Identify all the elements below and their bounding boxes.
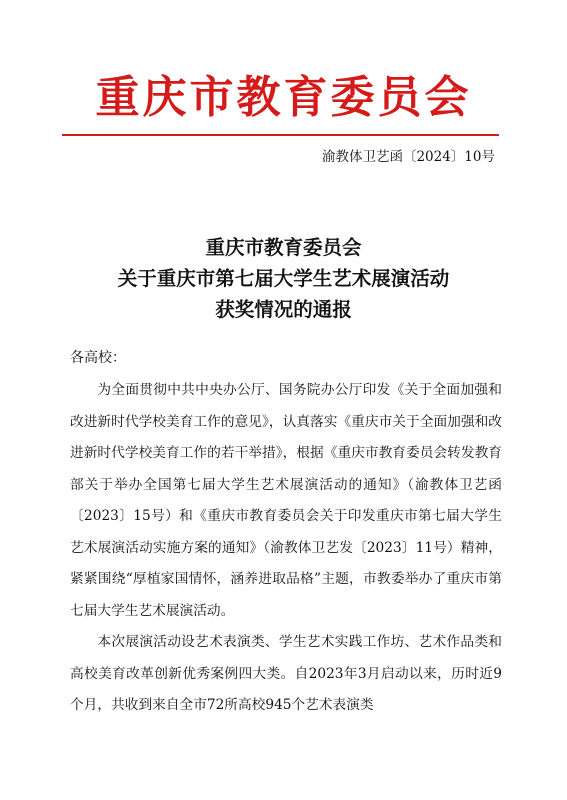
issuer-header: 重庆市教育委员会 (95, 72, 472, 123)
document-title (0, 232, 567, 325)
red-divider (62, 134, 499, 136)
document-number: 渝教体卫艺函〔2024〕10号 (321, 149, 495, 165)
title-line-2: 关于重庆市第七届大学生艺术展演活动 (117, 267, 450, 290)
title-line-3: 获奖情况的通报 (215, 298, 352, 321)
title-line-1: 重庆市教育委员会 (205, 236, 362, 259)
document-body (70, 375, 502, 722)
body-paragraph-1: 为全面贯彻中共中央办公厅、国务院办公厅印发《关于全面加强和改进新时代学校美育工作的意见》，认真落实《重庆市关于全面加强和改进新时代学校美育工作的若干举措》，根据《重庆市教育委员会转发教育部关于举办全国第七届大学生艺术展演活动的通知》（渝教体卫艺函〔2023〕15号）和《重庆市教育委员会关于印发重庆市第七届大学生艺术展演活动实施方案的通知》（渝教体卫艺发〔2023〕11号）精神，紧紧围绕“厚植家国情怀，涵养进取品格”主题，市教委举办了重庆市第七届大学生艺术展演活动。 (70, 382, 502, 619)
salutation: 各高校： (70, 350, 126, 366)
body-paragraph-2: 本次展演活动设艺术表演类、学生艺术实践工作坊、艺术作品类和高校美育改革创新优秀案例四大类。自2023年3月启动以来，历时近9个月，共收到来自全市72所高校945个艺术表演类 (70, 634, 502, 713)
